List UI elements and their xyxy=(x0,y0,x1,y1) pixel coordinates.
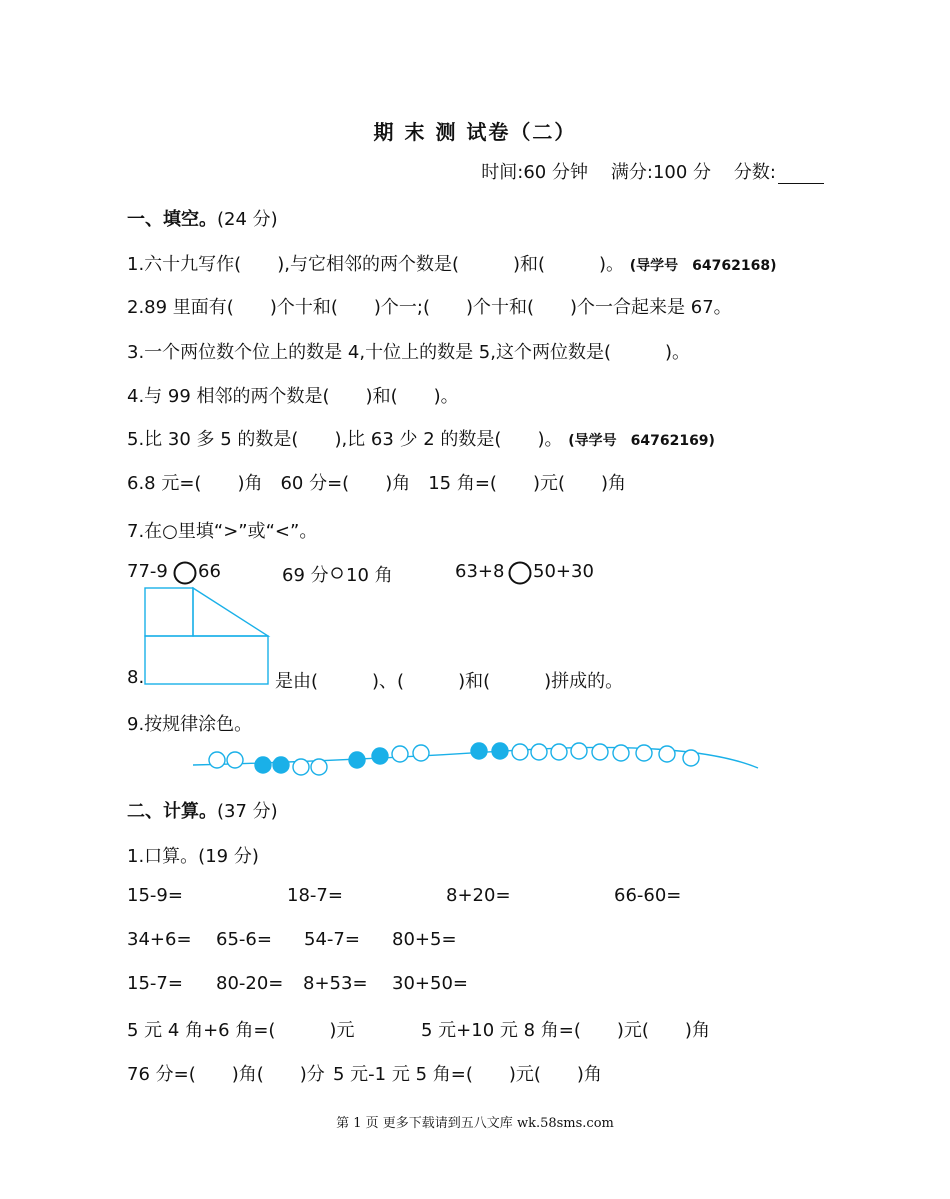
full-score: 满分:100 分 xyxy=(610,162,712,183)
calc-item: 54-7= xyxy=(304,929,360,950)
bead-empty[interactable] xyxy=(512,744,528,760)
question-5-text: 5.比 30 多 5 的数是( ),比 63 少 2 的数是( )。 xyxy=(127,429,563,450)
bead-filled xyxy=(255,757,271,773)
bead-empty[interactable] xyxy=(636,745,652,761)
circle-blank-2[interactable] xyxy=(330,563,346,583)
calc-item: 66-60= xyxy=(614,885,682,906)
page-title: 期 末 测 试卷（二） xyxy=(373,120,577,144)
page-footer: 第 1 页 更多下载请到五八文库 wk.58sms.com xyxy=(336,1116,614,1131)
circle-blank-3[interactable] xyxy=(507,560,533,586)
bead-empty[interactable] xyxy=(613,745,629,761)
bead-filled xyxy=(492,743,508,759)
calc-item: 65-6= xyxy=(216,929,272,950)
calc-item: 80+5= xyxy=(392,929,457,950)
question-9: 9.按规律涂色。 xyxy=(127,714,253,735)
section1-points: (24 分) xyxy=(217,209,278,230)
calc-item: 80-20= xyxy=(216,973,284,994)
bead-empty[interactable] xyxy=(293,759,309,775)
circle-blank-1[interactable] xyxy=(172,560,198,586)
score-blank[interactable] xyxy=(778,165,824,184)
bead-empty[interactable] xyxy=(227,752,243,768)
bead-filled xyxy=(372,748,388,764)
question-8-number: 8. xyxy=(127,667,145,688)
question-8-text: 是由( )、( )和( )拼成的。 xyxy=(275,671,624,692)
bead-empty[interactable] xyxy=(659,746,675,762)
section1-heading-text: 一、填空。 xyxy=(127,209,217,230)
bead-empty[interactable] xyxy=(571,743,587,759)
bead-filled xyxy=(471,743,487,759)
time-limit: 时间:60 分钟 xyxy=(481,162,588,183)
bead-filled xyxy=(273,757,289,773)
compare-2-left: 69 分 xyxy=(282,565,329,586)
question-7: 7.在○里填“>”或“<”。 xyxy=(127,521,318,542)
calc-item: 34+6= xyxy=(127,929,192,950)
question-5-ref: (导学号 64762169) xyxy=(568,433,715,449)
bead-empty[interactable] xyxy=(392,746,408,762)
compare-3-right: 50+30 xyxy=(533,561,594,582)
question-4: 4.与 99 相邻的两个数是( )和( )。 xyxy=(127,386,459,407)
bead-empty[interactable] xyxy=(209,752,225,768)
exam-meta xyxy=(481,158,824,184)
subquestion-1: 1.口算。(19 分) xyxy=(127,846,259,867)
question-6: 6.8 元=( )角 60 分=( )角 15 角=( )元( )角 xyxy=(127,473,627,494)
calc-item: 5 元+10 元 8 角=( )元( )角 xyxy=(421,1020,710,1041)
calc-item: 8+53= xyxy=(303,973,368,994)
calc-item: 5 元 4 角+6 角=( )元 xyxy=(127,1020,355,1041)
question-1-ref: (导学号 64762168) xyxy=(629,258,777,274)
question-1 xyxy=(127,250,777,276)
section2-points: (37 分) xyxy=(217,801,278,822)
compare-1-right: 66 xyxy=(198,561,221,582)
calc-item: 18-7= xyxy=(287,885,343,906)
bead-filled xyxy=(349,752,365,768)
composite-shape-figure xyxy=(140,584,275,688)
calc-item: 30+50= xyxy=(392,973,468,994)
calc-item: 8+20= xyxy=(446,885,511,906)
question-3: 3.一个两位数个位上的数是 4,十位上的数是 5,这个两位数是( )。 xyxy=(127,342,691,363)
question-5 xyxy=(127,425,715,451)
calc-item: 15-9= xyxy=(127,885,183,906)
bead-empty[interactable] xyxy=(551,744,567,760)
calc-item: 76 分=( )角( )分 xyxy=(127,1064,325,1085)
bead-empty[interactable] xyxy=(592,744,608,760)
section1-heading xyxy=(127,205,278,231)
compare-2-right: 10 角 xyxy=(346,565,393,586)
bead-empty[interactable] xyxy=(413,745,429,761)
calc-item: 5 元-1 元 5 角=( )元( )角 xyxy=(333,1064,602,1085)
bead-string-figure xyxy=(190,738,762,780)
question-2: 2.89 里面有( )个十和( )个一;( )个十和( )个一合起来是 67。 xyxy=(127,297,732,318)
bead-empty[interactable] xyxy=(311,759,327,775)
section2-heading xyxy=(127,797,278,823)
calc-item: 15-7= xyxy=(127,973,183,994)
compare-3-left: 63+8 xyxy=(455,561,505,582)
bead-empty[interactable] xyxy=(531,744,547,760)
score-label: 分数: xyxy=(733,162,776,183)
compare-1-left: 77-9 xyxy=(127,561,168,582)
bead-empty[interactable] xyxy=(683,750,699,766)
question-1-text: 1.六十九写作( ),与它相邻的两个数是( )和( )。 xyxy=(127,254,625,275)
section2-heading-text: 二、计算。 xyxy=(127,801,217,822)
